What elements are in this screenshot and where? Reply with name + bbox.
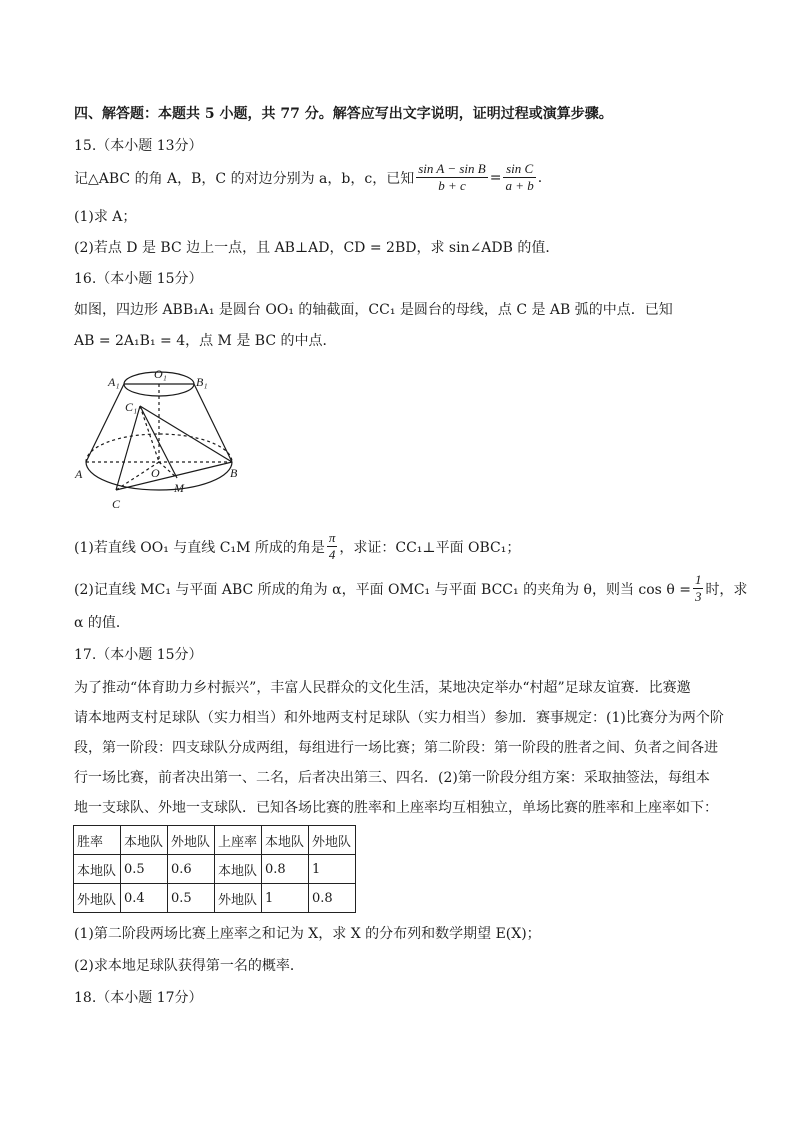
table-row [215, 855, 356, 884]
q15-stem-end: . [537, 169, 543, 186]
table-cell: 外地队 [168, 826, 215, 855]
q16-p2-frac-den: 3 [694, 589, 702, 604]
q15-equals: = [489, 169, 502, 186]
table-row [74, 855, 215, 884]
q16-part2-cont: α 的值． [74, 615, 130, 631]
label-o: O [151, 466, 160, 480]
table-cell: 本地队 [262, 826, 309, 855]
q15-frac2-num: sin C [503, 161, 535, 178]
section-header: 四、解答题：本题共 5 小题，共 77 分。解答应写出文字说明，证明过程或演算步骤。 [74, 106, 613, 122]
q16-stem-line2: AB = 2A₁B₁ = 4，点 M 是 BC 的中点． [74, 333, 337, 349]
attendance-rate-table [214, 825, 356, 913]
table-cell: 1 [262, 884, 309, 913]
table-cell: 胜率 [74, 826, 121, 855]
q16-p2-frac-num: 1 [694, 572, 702, 587]
q16-p1-frac-num: π [328, 530, 336, 545]
table-cell: 0.5 [168, 884, 215, 913]
generatrix-cc1 [116, 406, 140, 490]
q16-stem-line1: 如图，四边形 ABB₁A₁ 是圆台 OO₁ 的轴截面，CC₁ 是圆台的母线，点 C 是 AB 弧的中点．已知 [74, 302, 673, 318]
label-m: M [174, 481, 184, 495]
label-c1: C₁ [125, 400, 138, 414]
table-cell: 0.8 [309, 884, 356, 913]
q17-stem-line2: 请本地两支村足球队（实力相当）和外地两支村足球队（实力相当）参加．赛事规定：(1)比赛分为两个阶 [74, 710, 724, 726]
table-cell: 1 [309, 855, 356, 884]
table-cell: 外地队 [309, 826, 356, 855]
q15-stem [74, 161, 542, 194]
q16-part2 [74, 572, 747, 605]
q17-stem-line5: 地一支球队、外地一支球队．已知各场比赛的胜率和上座率均互相独立，单场比赛的胜率和上座率如下： [74, 800, 718, 816]
label-c: C [112, 497, 121, 511]
q16-part1-text-b: ，求证：CC₁⊥平面 OBC₁； [339, 539, 521, 556]
table-cell: 外地队 [74, 884, 121, 913]
q16-part1 [74, 530, 520, 563]
q15-frac1-den: b + c [438, 178, 466, 193]
q15-stem-text: 记△ABC 的角 A，B，C 的对边分别为 a，b，c，已知 [74, 170, 415, 187]
generatrix-left [86, 384, 124, 462]
q16-title: 16.（本小题 15分） [74, 271, 203, 287]
q16-part1-fraction [327, 530, 338, 563]
q15-part1: (1)求 A； [74, 209, 137, 225]
table-row [74, 884, 215, 913]
table-row [215, 826, 356, 855]
q17-stem-line1: 为了推动“体育助力乡村振兴”，丰富人民群众的文化生活，某地决定举办“村超”足球友谊赛．比赛邀 [74, 680, 691, 696]
label-b1: B₁ [196, 375, 208, 389]
table-cell: 本地队 [215, 855, 262, 884]
label-o1: O₁ [154, 367, 167, 381]
q17-part1: (1)第二阶段两场比赛上座率之和记为 X，求 X 的分布列和数学期望 E(X)； [74, 926, 541, 942]
q18-title: 18.（本小题 17分） [74, 990, 203, 1006]
table-cell: 0.8 [262, 855, 309, 884]
q16-part2-text-b: 时，求 [705, 581, 748, 598]
table-cell: 本地队 [121, 826, 168, 855]
q16-part2-text-a: (2)记直线 MC₁ 与平面 ABC 所成的角为 α，平面 OMC₁ 与平面 BCC₁ 的夹角为 θ，则当 cos θ = [74, 581, 691, 598]
q15-frac1-num: sin A − sin B [418, 161, 486, 176]
q17-title: 17.（本小题 15分） [74, 647, 203, 663]
q15-frac2-den: a + b [505, 178, 534, 193]
q16-p1-frac-den: 4 [328, 547, 336, 562]
q16-part2-fraction [693, 572, 704, 605]
table-cell: 0.6 [168, 855, 215, 884]
table-cell: 上座率 [215, 826, 262, 855]
label-b: B [230, 466, 238, 480]
table-row [74, 826, 215, 855]
table-cell: 外地队 [215, 884, 262, 913]
q15-fraction-left [416, 161, 488, 194]
q16-part1-text-a: (1)若直线 OO₁ 与直线 C₁M 所成的角是 [74, 539, 325, 556]
table-cell: 0.5 [121, 855, 168, 884]
label-a: A [75, 467, 83, 481]
win-rate-table [73, 825, 215, 913]
label-a1: A₁ [108, 375, 120, 389]
q17-stem-line3: 段，第一阶段：四支球队分成两组，每组进行一场比赛；第二阶段：第一阶段的胜者之间、负者之间各进 [74, 740, 718, 756]
frustum-figure [72, 366, 247, 516]
q15-part2: (2)若点 D 是 BC 边上一点，且 AB⊥AD，CD = 2BD，求 sin∠ADB 的值． [74, 240, 560, 256]
table-row [215, 884, 356, 913]
q15-title: 15.（本小题 13分） [74, 138, 203, 154]
q15-fraction-right [503, 161, 535, 194]
q17-part2: (2)求本地足球队获得第一名的概率． [74, 958, 304, 974]
table-cell: 0.4 [121, 884, 168, 913]
q17-stem-line4: 行一场比赛，前者决出第一、二名，后者决出第三、四名．(2)第一阶段分组方案：采取抽签法，每组本 [74, 770, 710, 786]
table-cell: 本地队 [74, 855, 121, 884]
